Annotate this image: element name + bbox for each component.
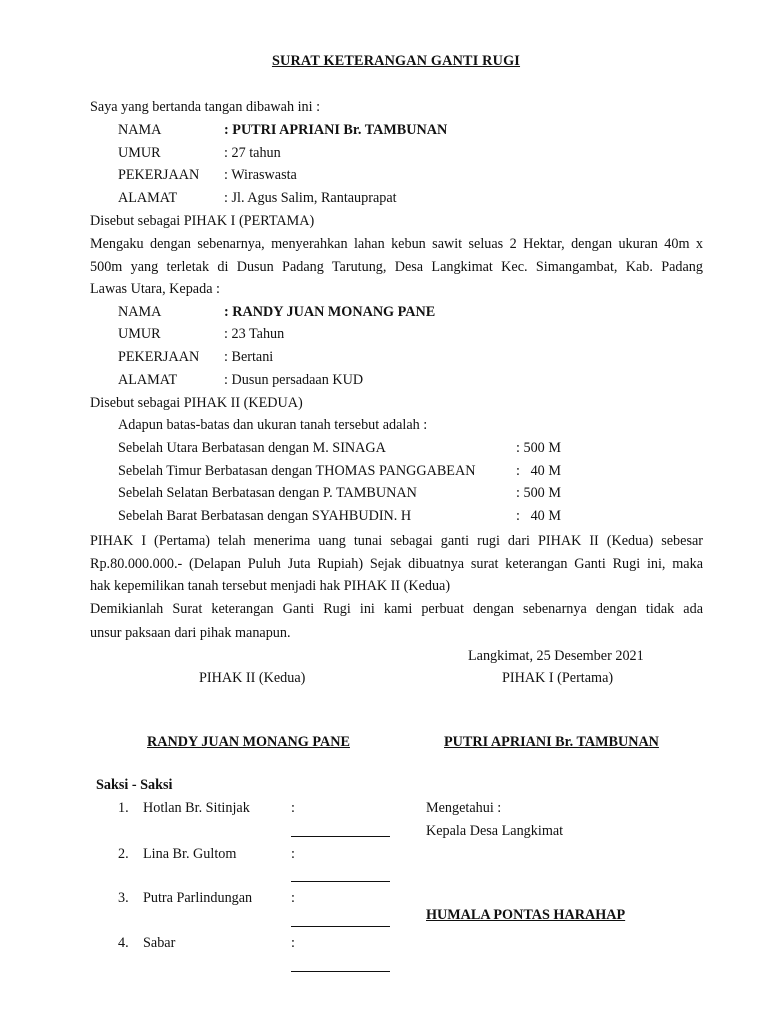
boundary-south-size: : 500 M — [516, 485, 561, 501]
boundary-east: Sebelah Timur Berbatasan dengan THOMAS PANGGABEAN — [118, 463, 476, 479]
right-signer-name: PUTRI APRIANI Br. TAMBUNAN — [444, 734, 659, 750]
party2-age-value: : 23 Tahun — [224, 326, 285, 342]
village-head-title: Kepala Desa Langkimat — [426, 823, 564, 839]
party1-job-label: PEKERJAAN — [118, 167, 200, 183]
boundary-north-size: : 500 M — [516, 440, 561, 456]
village-head-name: HUMALA PONTAS HARAHAP — [426, 907, 626, 923]
right-signer-role: PIHAK I (Pertama) — [502, 670, 614, 686]
boundaries-intro: Adapun batas-batas dan ukuran tanah tersebut adalah : — [118, 417, 428, 433]
payment-line-1: PIHAK I (Pertama) telah menerima uang tunai sebagai ganti rugi dari PIHAK II (Kedua) sebesar — [90, 533, 703, 549]
party1-designation: Disebut sebagai PIHAK I (PERTAMA) — [90, 213, 315, 229]
left-signer-role: PIHAK II (Kedua) — [199, 670, 306, 686]
boundary-west: Sebelah Barat Berbatasan dengan SYAHBUDIN. H — [118, 508, 412, 524]
statement-line-3: Lawas Utara, Kepada : — [90, 281, 220, 297]
witness-name: Hotlan Br. Sitinjak — [143, 800, 250, 816]
signature-line — [291, 881, 390, 882]
party2-job-value: : Bertani — [224, 349, 274, 365]
party2-address-label: ALAMAT — [118, 372, 178, 388]
witness-name: Sabar — [143, 935, 176, 951]
party2-age-label: UMUR — [118, 326, 161, 342]
party1-address-label: ALAMAT — [118, 190, 178, 206]
statement-line-1: Mengaku dengan sebenarnya, menyerahkan lahan kebun sawit seluas 2 Hektar, dengan ukuran 40m x — [90, 236, 703, 252]
party1-name-label: NAMA — [118, 122, 162, 138]
closing-line-1: Demikianlah Surat keterangan Ganti Rugi ini kami perbuat dengan sebenarnya dengan tidak ada — [90, 601, 703, 617]
witness-number: 3. — [118, 890, 129, 906]
party1-age-value: : 27 tahun — [224, 145, 281, 161]
witness-name: Putra Parlindungan — [143, 890, 253, 906]
witness-number: 1. — [118, 800, 129, 816]
signature-line — [291, 836, 390, 837]
party2-designation: Disebut sebagai PIHAK II (KEDUA) — [90, 395, 303, 411]
party2-job-label: PEKERJAAN — [118, 349, 200, 365]
left-signer-name: RANDY JUAN MONANG PANE — [147, 734, 350, 750]
payment-line-3: hak kepemilikan tanah tersebut menjadi hak PIHAK II (Kedua) — [90, 578, 451, 594]
witness-number: 4. — [118, 935, 129, 951]
witness-colon: : — [291, 935, 295, 951]
boundary-east-size: : 40 M — [516, 463, 561, 479]
boundary-north: Sebelah Utara Berbatasan dengan M. SINAGA — [118, 440, 386, 456]
document-title: SURAT KETERANGAN GANTI RUGI — [271, 53, 521, 69]
closing-line-2: unsur paksaan dari pihak manapun. — [90, 625, 291, 641]
witness-colon: : — [291, 890, 295, 906]
acknowledged-label: Mengetahui : — [426, 800, 502, 816]
party2-address-value: : Dusun persadaan KUD — [224, 372, 364, 388]
witnesses-heading: Saksi - Saksi — [96, 777, 173, 793]
party1-address-value: : Jl. Agus Salim, Rantauprapat — [224, 190, 397, 206]
payment-line-2: Rp.80.000.000.- (Delapan Puluh Juta Rupiah) Sejak dibuatnya surat keterangan Ganti Rugi ini, maka — [90, 556, 703, 572]
boundary-west-size: : 40 M — [516, 508, 561, 524]
party1-age-label: UMUR — [118, 145, 161, 161]
statement-line-2: 500m yang terletak di Dusun Padang Tarutung, Desa Langkimat Kec. Simangambat, Kab. Padang — [90, 259, 703, 275]
party2-name-value: : RANDY JUAN MONANG PANE — [224, 304, 436, 320]
party2-name-label: NAMA — [118, 304, 162, 320]
witness-colon: : — [291, 800, 295, 816]
place-date: Langkimat, 25 Desember 2021 — [468, 648, 644, 664]
party1-job-value: : Wiraswasta — [224, 167, 297, 183]
signature-line — [291, 926, 390, 927]
party1-name-value: : PUTRI APRIANI Br. TAMBUNAN — [224, 122, 448, 138]
witness-name: Lina Br. Gultom — [143, 846, 237, 862]
witness-number: 2. — [118, 846, 129, 862]
boundary-south: Sebelah Selatan Berbatasan dengan P. TAMBUNAN — [118, 485, 417, 501]
witness-colon: : — [291, 846, 295, 862]
signature-line — [291, 971, 390, 972]
intro-text: Saya yang bertanda tangan dibawah ini : — [90, 99, 321, 115]
